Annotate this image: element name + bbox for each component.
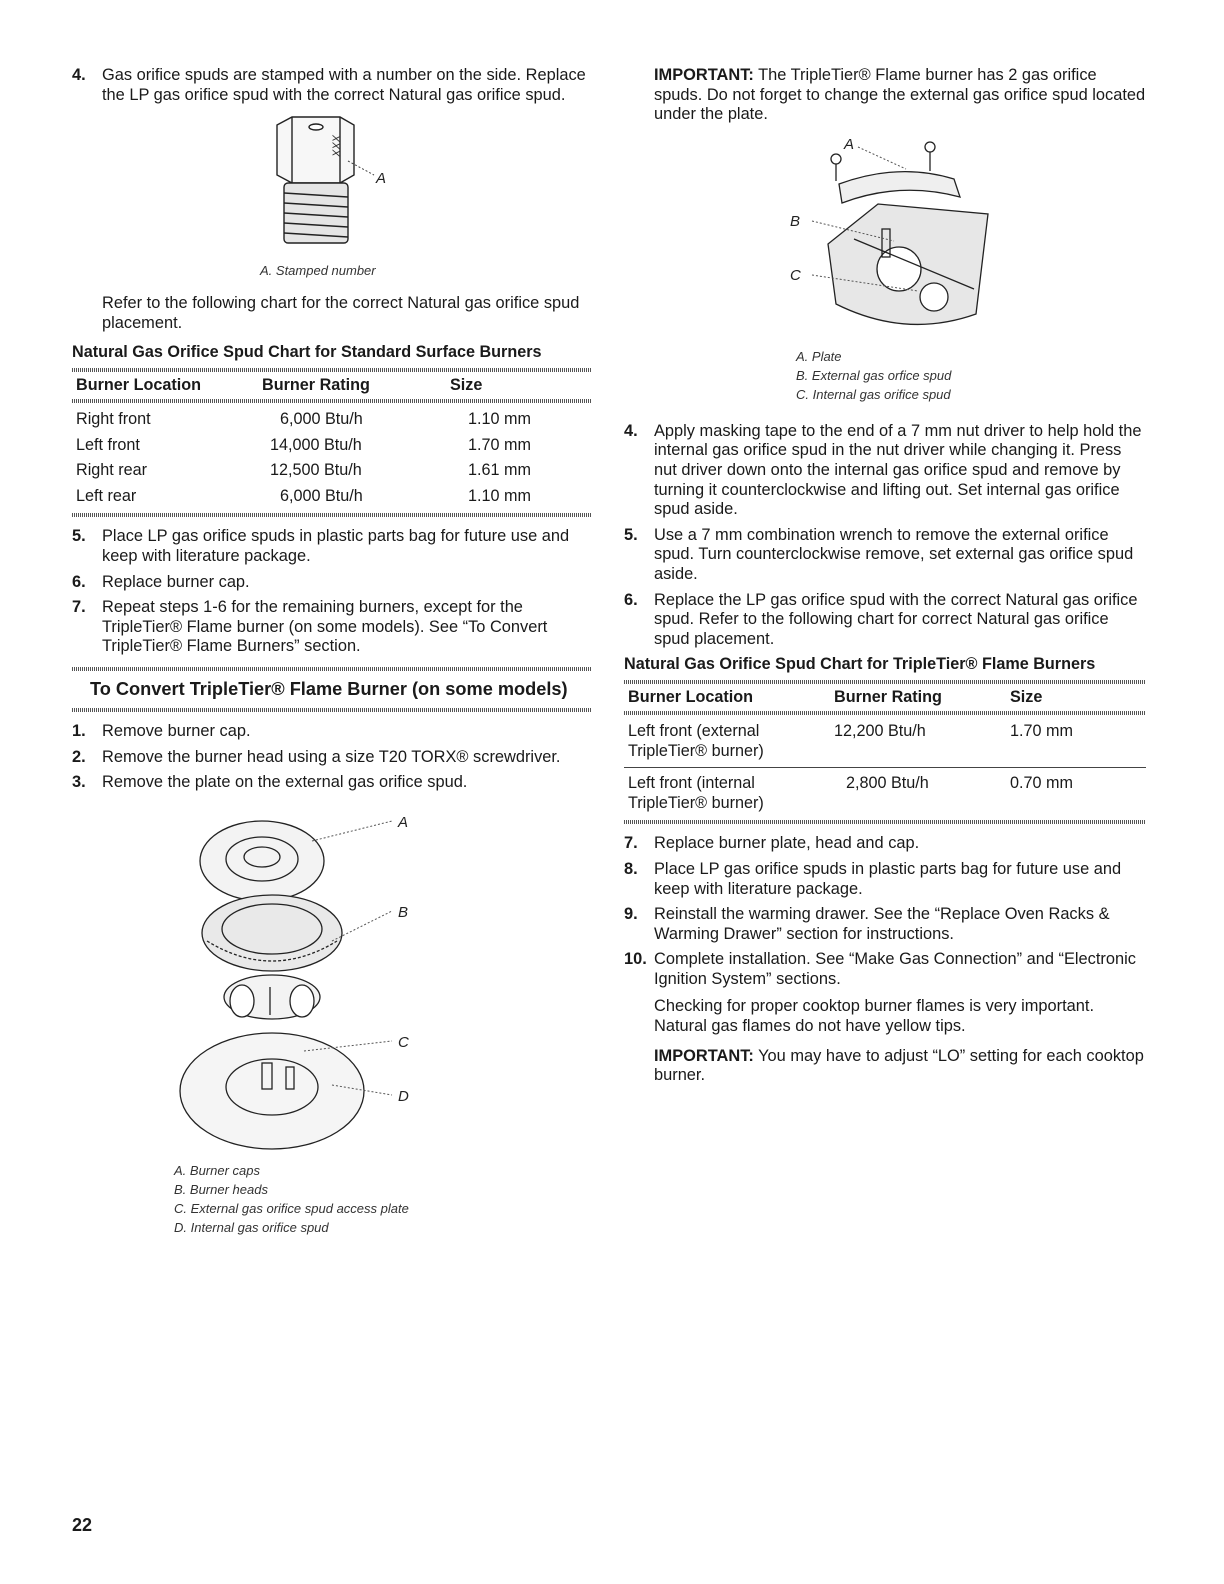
step-number: 10. [624,950,647,969]
table-row [72,484,592,510]
section-title: To Convert TripleTier® Flame Burner (on some models) [90,678,568,699]
caption-line: A. Burner caps [174,1162,260,1178]
fig2-captions [174,1161,592,1237]
burner-assembly-figure [72,801,592,1161]
step-number: 6. [72,572,86,591]
fig1-caption: A. Stamped number [260,263,376,279]
table-row [72,458,592,484]
tripletier-table-body [624,719,1146,816]
checking-text: Checking for proper cooktop burner flames is very important. Natural gas flames do not have yellow tips. [654,997,1095,1036]
tripletier-chart-title: Natural Gas Orifice Spud Chart for TripleTier® Flame Burners [624,655,1096,674]
table-header-row [72,372,592,399]
caption-line: C. Internal gas orifice spud [796,386,951,402]
refer-text: Refer to the following chart for the correct Natural gas orifice spud placement. [102,294,580,332]
table-cell: 6,000 Btu/h [280,486,363,505]
important-text: You may have to adjust “LO” setting for each cooktop burner. [654,1046,1144,1085]
step-3 [72,773,592,793]
fig3-label-c: C [790,266,801,284]
fig3-label-b: B [790,212,801,230]
column-header: Burner Location [76,376,202,395]
column-header: Size [1010,688,1043,707]
step-text: Remove the burner head using a size T20 TORX® screwdriver. [102,747,561,766]
table-cell: Right rear [76,461,148,480]
table-row [72,433,592,459]
tripletier-plate-illustration [624,129,1144,347]
column-header: Size [450,376,483,395]
table-row [624,768,1146,817]
step-number: 6. [624,590,638,609]
step-4-right [624,422,1146,520]
table-cell: 6,000 Btu/h [280,410,363,429]
step-7-left [72,598,592,657]
step-number: 3. [72,773,86,792]
table-cell: 1.10 mm [468,486,531,505]
standard-burner-table [72,372,592,399]
caption-line: B. External gas orfice spud [796,367,952,383]
stamped-spud-figure [72,111,592,261]
caption-line: B. Burner heads [174,1181,268,1197]
table-cell: Left front [76,435,140,454]
step-text: Use a 7 mm combination wrench to remove the external orifice spud. Turn counterclockwise remove, set external gas orifice spud aside. [654,525,1134,583]
column-header: Burner Location [628,688,754,707]
table-cell: 1.70 mm [468,435,531,454]
table-cell: 0.70 mm [1010,774,1073,793]
step-text: Replace burner cap. [102,572,250,591]
step-text: Remove the plate on the external gas orifice spud. [102,773,468,792]
step-text: Gas orifice spuds are stamped with a number on the side. Replace the LP gas orifice spud with the correct Natural gas orifice spud. [102,66,586,104]
step-text: Repeat steps 1-6 for the remaining burners, except for the TripleTier® Flame burner (on some models). See “To Convert TripleTier® Flame Burners” section. [102,598,548,656]
column-header: Burner Rating [834,688,942,707]
table-row [624,719,1146,768]
caption-line: C. External gas orifice spud access plate [174,1200,409,1216]
page-number: 22 [72,1515,93,1535]
caption-line: A. Plate [796,348,842,364]
standard-chart-title: Natural Gas Orifice Spud Chart for Standard Surface Burners [72,343,542,362]
divider [72,708,592,712]
step-number: 5. [72,527,86,546]
step-text: Complete installation. See “Make Gas Connection” and “Electronic Ignition System” sections. [654,950,1136,988]
caption-line: D. Internal gas orifice spud [174,1219,329,1235]
left-column [72,66,592,1237]
step-6-left [72,573,592,593]
divider [72,513,592,517]
table-cell: 1.70 mm [1010,722,1073,741]
divider [72,399,592,403]
step-text: Place LP gas orifice spuds in plastic parts bag for future use and keep with literature package. [102,527,570,565]
table-cell: 14,000 Btu/h [270,435,362,454]
table-cell: 12,500 Btu/h [270,461,362,480]
plate-figure [624,129,1146,347]
table-row [72,407,592,433]
divider [624,820,1146,824]
table-cell: Left front (external TripleTier® burner) [628,722,764,760]
step-10 [624,950,1146,989]
fig1-label-a: A [376,170,387,188]
important-note-2 [654,1047,1146,1086]
step-4-spud [72,66,592,105]
step-text: Apply masking tape to the end of a 7 mm nut driver to help hold the internal gas orifice spud in the nut driver while changing it. Press nut driver down onto the internal gas orifice spud and remove by turning it counterclockwise and lifting out. Set internal gas orifice spud aside. [654,421,1142,519]
fig2-label-b: B [398,903,409,921]
step-number: 9. [624,905,638,924]
fig2-label-d: D [398,1087,409,1105]
step-6-right [624,591,1146,650]
important-text: The TripleTier® Flame burner has 2 gas orifice spuds. Do not forget to change the external gas orifice spud located under the plate. [654,66,1146,124]
step-number: 4. [72,66,86,84]
step-number: 5. [624,525,638,544]
step-text: Replace the LP gas orifice spud with the correct Natural gas orifice spud. Refer to the following chart for correct Natural gas orifice spud placement. [654,590,1138,648]
table-cell: Right front [76,410,151,429]
divider [624,711,1146,715]
step-number: 1. [72,721,86,740]
step-9 [624,905,1146,944]
step-1 [72,722,592,742]
step-text: Reinstall the warming drawer. See the “Replace Oven Racks & Warming Drawer” section for instructions. [654,905,1110,943]
standard-burner-table-body [72,407,592,509]
important-label: IMPORTANT: [654,1046,754,1065]
step-text: Replace burner plate, head and cap. [654,834,920,853]
important-label: IMPORTANT: [654,66,754,84]
step-7-right [624,834,1146,854]
table-cell: 1.10 mm [468,410,531,429]
step-2 [72,748,592,768]
step-5-left [72,527,592,566]
step-text: Place LP gas orifice spuds in plastic parts bag for future use and keep with literature package. [654,859,1122,898]
fig3-captions [796,347,1146,404]
column-header: Burner Rating [262,376,370,395]
step-number: 4. [624,421,638,440]
step-5-right [624,526,1146,585]
table-cell: Left front (internal TripleTier® burner) [628,774,764,812]
table-cell: 2,800 Btu/h [846,774,929,793]
step-number: 7. [72,598,86,617]
burner-exploded-illustration [72,801,592,1161]
fig3-label-a: A [844,135,855,153]
fig2-label-c: C [398,1033,409,1051]
step-number: 8. [624,859,638,878]
fig2-label-a: A [398,813,409,831]
orifice-spud-illustration [72,111,592,261]
step-number: 7. [624,834,638,853]
important-note-1 [654,66,1146,125]
step-8 [624,860,1146,899]
table-cell: 12,200 Btu/h [834,722,926,741]
svg-text:XXX: XXX [331,135,343,158]
table-cell: 1.61 mm [468,461,531,480]
table-header-row [624,684,1146,711]
right-column [624,66,1146,1090]
table-cell: Left rear [76,486,137,505]
tripletier-table-header [624,684,1146,711]
step-text: Remove burner cap. [102,721,251,740]
step-number: 2. [72,747,86,766]
